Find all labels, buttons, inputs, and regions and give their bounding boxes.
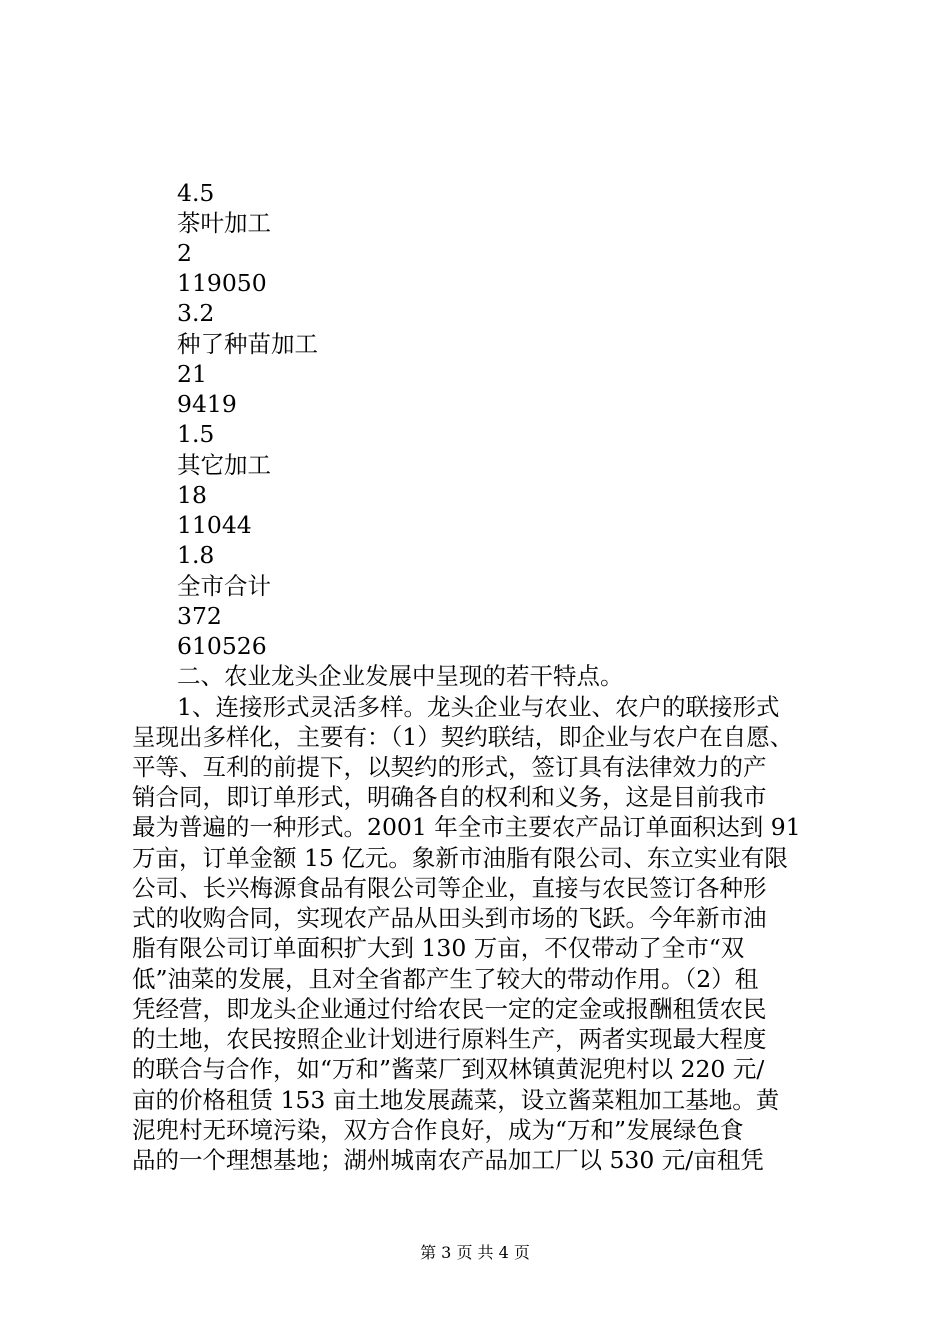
table-cell: 3.2: [177, 299, 215, 327]
paragraph-line: 呈现出多样化，主要有：（1）契约联结，即企业与农户在自愿、: [132, 723, 794, 751]
section-heading: 二、农业龙头企业发展中呈现的若干特点。: [177, 662, 624, 690]
paragraph-line: 公司、长兴梅源食品有限公司等企业，直接与农民签订各种形: [132, 874, 767, 902]
table-cell: 21: [177, 360, 207, 388]
table-cell: 372: [177, 602, 222, 630]
page-footer: 第 3 页 共 4 页: [420, 1243, 530, 1262]
paragraph-line: 最为普遍的一种形式。2001 年全市主要农产品订单面积达到 91: [132, 813, 801, 841]
paragraph-line: 销合同，即订单形式，明确各自的权利和义务，这是目前我市: [132, 783, 767, 811]
paragraph-line: 低”油菜的发展，且对全省都产生了较大的带动作用。（2）租: [132, 965, 759, 993]
table-cell: 610526: [177, 632, 267, 660]
table-cell: 其它加工: [177, 451, 271, 479]
paragraph-line: 的土地，农民按照企业计划进行原料生产，两者实现最大程度: [132, 1025, 767, 1053]
paragraph-line: 凭经营，即龙头企业通过付给农民一定的定金或报酬租赁农民: [132, 995, 767, 1023]
table-cell: 1.8: [177, 541, 215, 569]
table-cell: 种了种苗加工: [177, 330, 318, 358]
table-cell: 全市合计: [177, 572, 271, 600]
paragraph-line: 亩的价格租赁 153 亩土地发展蔬菜，设立酱菜粗加工基地。黄: [132, 1086, 780, 1114]
paragraph-line: 的联合与合作，如“万和”酱菜厂到双林镇黄泥兜村以 220 元/: [132, 1055, 765, 1083]
paragraph-line: 品的一个理想基地；湖州城南农产品加工厂以 530 元/亩租凭: [132, 1146, 764, 1174]
paragraph-line: 式的收购合同，实现农产品从田头到市场的飞跃。今年新市油: [132, 904, 767, 932]
paragraph-line: 脂有限公司订单面积扩大到 130 万亩，不仅带动了全市“双: [132, 934, 745, 962]
table-cell: 4.5: [177, 179, 215, 207]
table-cell: 18: [177, 481, 207, 509]
table-cell: 119050: [177, 269, 267, 297]
paragraph-line: 泥兜村无环境污染，双方合作良好，成为“万和”发展绿色食: [132, 1116, 744, 1144]
table-cell: 2: [177, 239, 192, 267]
paragraph-line: 平等、互利的前提下，以契约的形式，签订具有法律效力的产: [132, 753, 767, 781]
table-cell: 茶叶加工: [177, 209, 271, 237]
table-cell: 9419: [177, 390, 237, 418]
table-cell: 11044: [177, 511, 252, 539]
paragraph-line: 万亩，订单金额 15 亿元。象新市油脂有限公司、东立实业有限: [132, 844, 788, 872]
paragraph-line: 1、连接形式灵活多样。龙头企业与农业、农户的联接形式: [177, 693, 780, 721]
table-cell: 1.5: [177, 420, 215, 448]
